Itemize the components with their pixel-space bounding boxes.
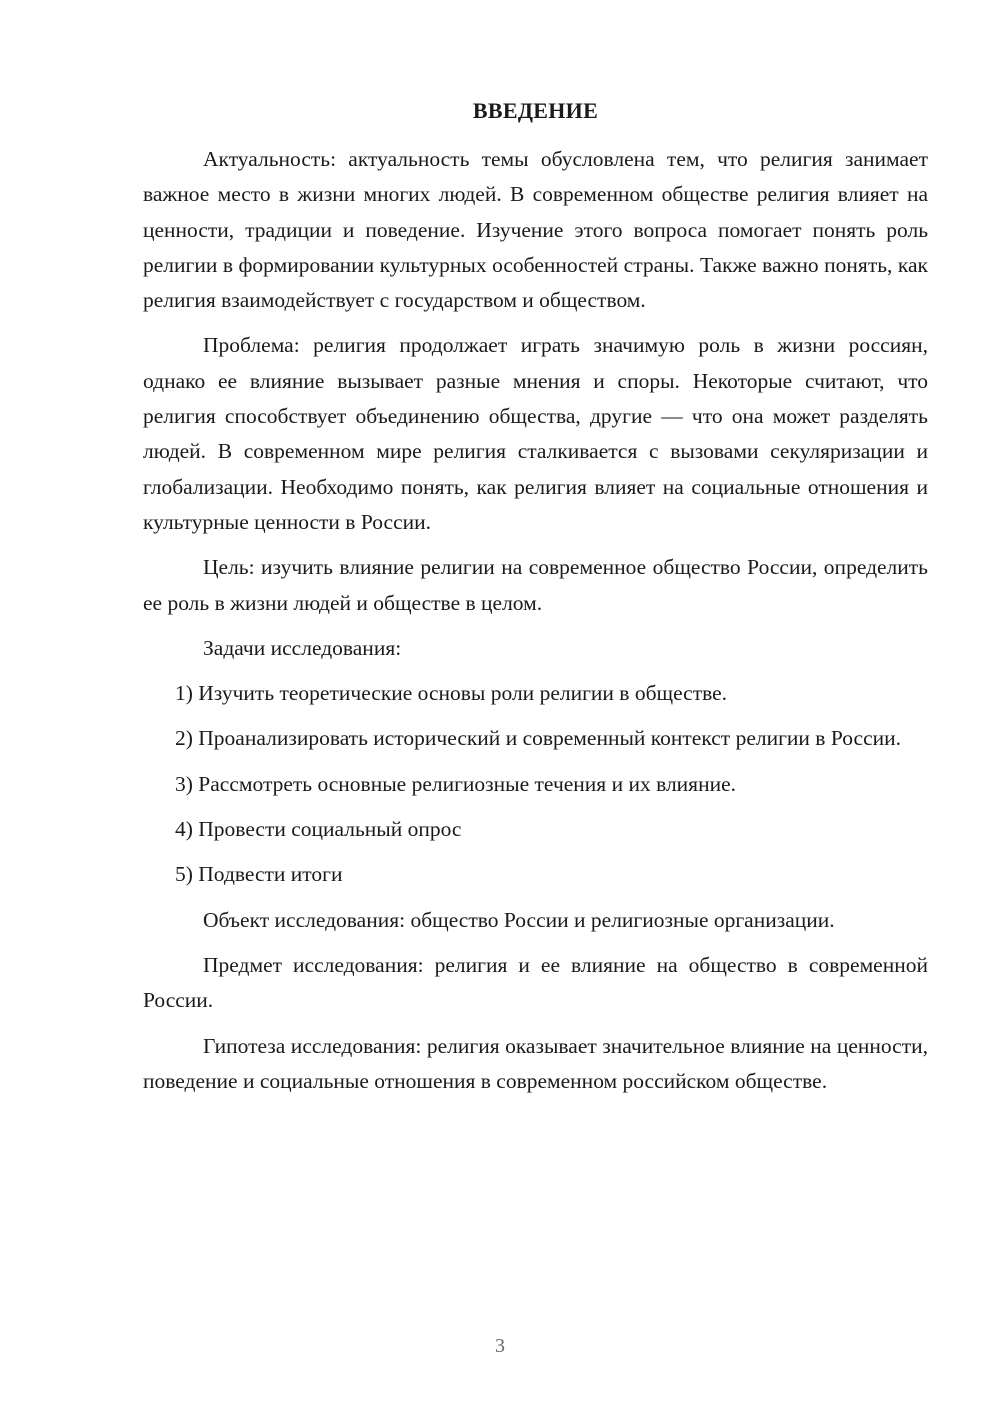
page-number: 3 xyxy=(495,1335,505,1357)
paragraph-object: Объект исследования: общество России и религиозные организации. xyxy=(203,907,835,932)
paragraph-subject: Предмет исследования: религия и ее влияние на общество в современной России. xyxy=(143,952,928,1013)
paragraph-problem: Проблема: религия продолжает играть значимую роль в жизни россиян, однако ее влияние вызывает разные мнения и споры. Некоторые считают, что религия способствует объединению общества, другие — что она может разделять людей. В современном мире религия сталкивается с вызовами секуляризации и глобализации. Необходимо понять, как религия влияет на социальные отношения и культурные ценности в России. xyxy=(143,333,928,534)
task-item-5: 5) Подвести итоги xyxy=(175,862,343,887)
paragraph-tasks-heading: Задачи исследования: xyxy=(203,635,402,660)
page-title: ВВЕДЕНИЕ xyxy=(472,98,599,123)
task-item-4: 4) Провести социальный опрос xyxy=(175,817,462,842)
paragraph-goal: Цель: изучить влияние религии на современное общество России, определить ее роль в жизни людей и обществе в целом. xyxy=(143,555,928,615)
paragraph-relevance: Актуальность: актуальность темы обусловлена тем, что религия занимает важное место в жизни многих людей. В современном обществе религия влияет на ценности, традиции и поведение. Изучение этого вопроса помогает понять роль религии в формировании культурных особенностей страны. Также важно понять, как религия взаимодействует с государством и обществом. xyxy=(143,147,928,313)
task-item-3: 3) Рассмотреть основные религиозные течения и их влияние. xyxy=(175,771,737,796)
task-item-1: 1) Изучить теоретические основы роли религии в обществе. xyxy=(175,681,728,706)
task-item-2: 2) Проанализировать исторический и современный контекст религии в России. xyxy=(175,726,902,751)
document-body xyxy=(143,142,928,1099)
paragraph-hypothesis: Гипотеза исследования: религия оказывает значительное влияние на ценности, поведение и социальные отношения в современном российском обществе. xyxy=(143,1033,928,1093)
